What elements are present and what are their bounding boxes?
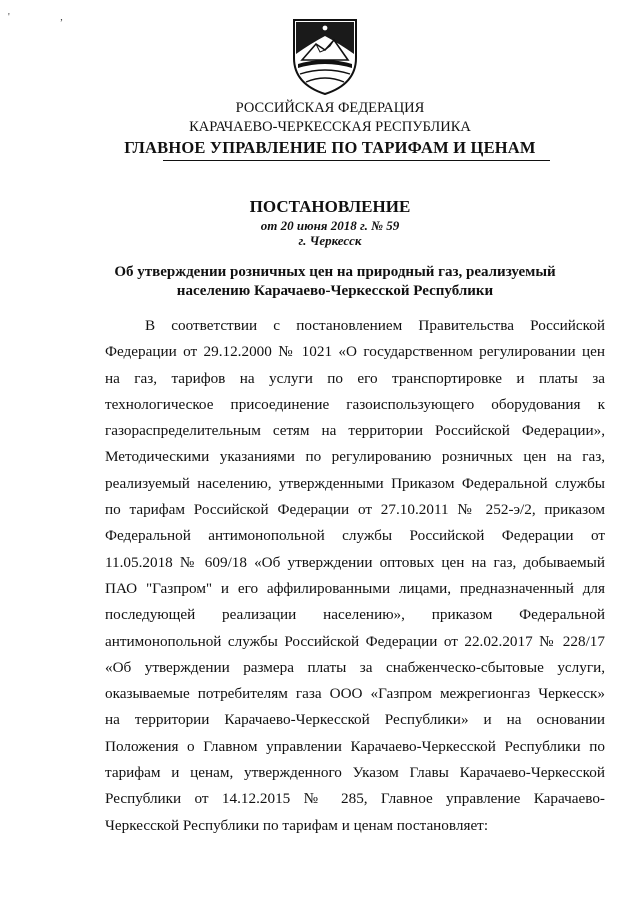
body-line: на территории Карачаево-Черкесской Республики» и на основании	[105, 711, 605, 729]
body-line: тарифам и ценам, утвержденного Указом Главы Карачаево-Черкесской	[105, 764, 605, 782]
body-line: технологическое присоединение газоиспользующего оборудования к	[105, 395, 605, 413]
coat-of-arms-icon	[290, 14, 360, 96]
body-line: Республики от 14.12.2015 № 285, Главное управление Карачаево-	[105, 790, 605, 808]
org-republic: КАРАЧАЕВО-ЧЕРКЕССКАЯ РЕСПУБЛИКА	[189, 119, 471, 135]
body-line: последующей реализации населению», приказом Федеральной	[105, 606, 605, 624]
title-line: Об утверждении розничных цен на природный газ, реализуемый	[114, 264, 556, 280]
scan-marks: ' ,	[8, 12, 87, 23]
body-line: Положения о Главном управлении Карачаево-Черкесской Республики по	[105, 737, 605, 755]
body-line: оказываемые потребителям газа ООО «Газпром межрегионгаз Черкесск»	[105, 685, 605, 703]
document-city: г. Черкесск	[298, 233, 362, 248]
body-line: по тарифам Российской Федерации от 27.10.2011 № 252-э/2, приказом	[105, 501, 605, 519]
document-date-number: от 20 июня 2018 г. № 59	[260, 218, 400, 233]
body-line: В соответствии с постановлением Правительства Российской	[145, 317, 605, 334]
body-line: на газ, тарифов на услуги по его транспортировке и платы за	[105, 369, 605, 387]
org-country: РОССИЙСКАЯ ФЕДЕРАЦИЯ	[235, 100, 425, 116]
title-line: населению Карачаево-Черкесской Республики	[176, 283, 494, 299]
body-line: Методическими указаниями по регулированию розничных цен на газ,	[105, 448, 605, 466]
body-line: ПАО "Газпром" и его аффилированными лицами, предназначенный для	[105, 579, 605, 597]
body-line: газораспределительным сетям на территории Российской Федерации»,	[105, 422, 605, 440]
body-line: антимонопольной службы Российской Федерации от 22.02.2017 № 228/17	[105, 632, 605, 650]
body-line: 11.05.2018 № 609/18 «Об утверждении оптовых цен на газ, добываемый	[105, 553, 605, 571]
body-line: Федеральной антимонопольной службы Российской Федерации от	[105, 527, 605, 545]
document-type: ПОСТАНОВЛЕНИЕ	[249, 197, 411, 216]
document-title	[100, 263, 570, 301]
header-divider	[163, 160, 550, 161]
body-paragraph	[105, 313, 605, 839]
body-line: Федерации от 29.12.2000 № 1021 «О государственном регулировании цен	[105, 343, 605, 361]
body-line: «Об утверждении размера платы за снабженческо-сбытовые услуги,	[105, 658, 605, 676]
body-line: реализуемый населению, утвержденными Приказом Федеральной службы	[105, 474, 605, 492]
body-line: Черкесской Республики по тарифам и ценам постановляет:	[105, 816, 489, 834]
org-agency: ГЛАВНОЕ УПРАВЛЕНИЕ ПО ТАРИФАМ И ЦЕНАМ	[124, 138, 536, 157]
